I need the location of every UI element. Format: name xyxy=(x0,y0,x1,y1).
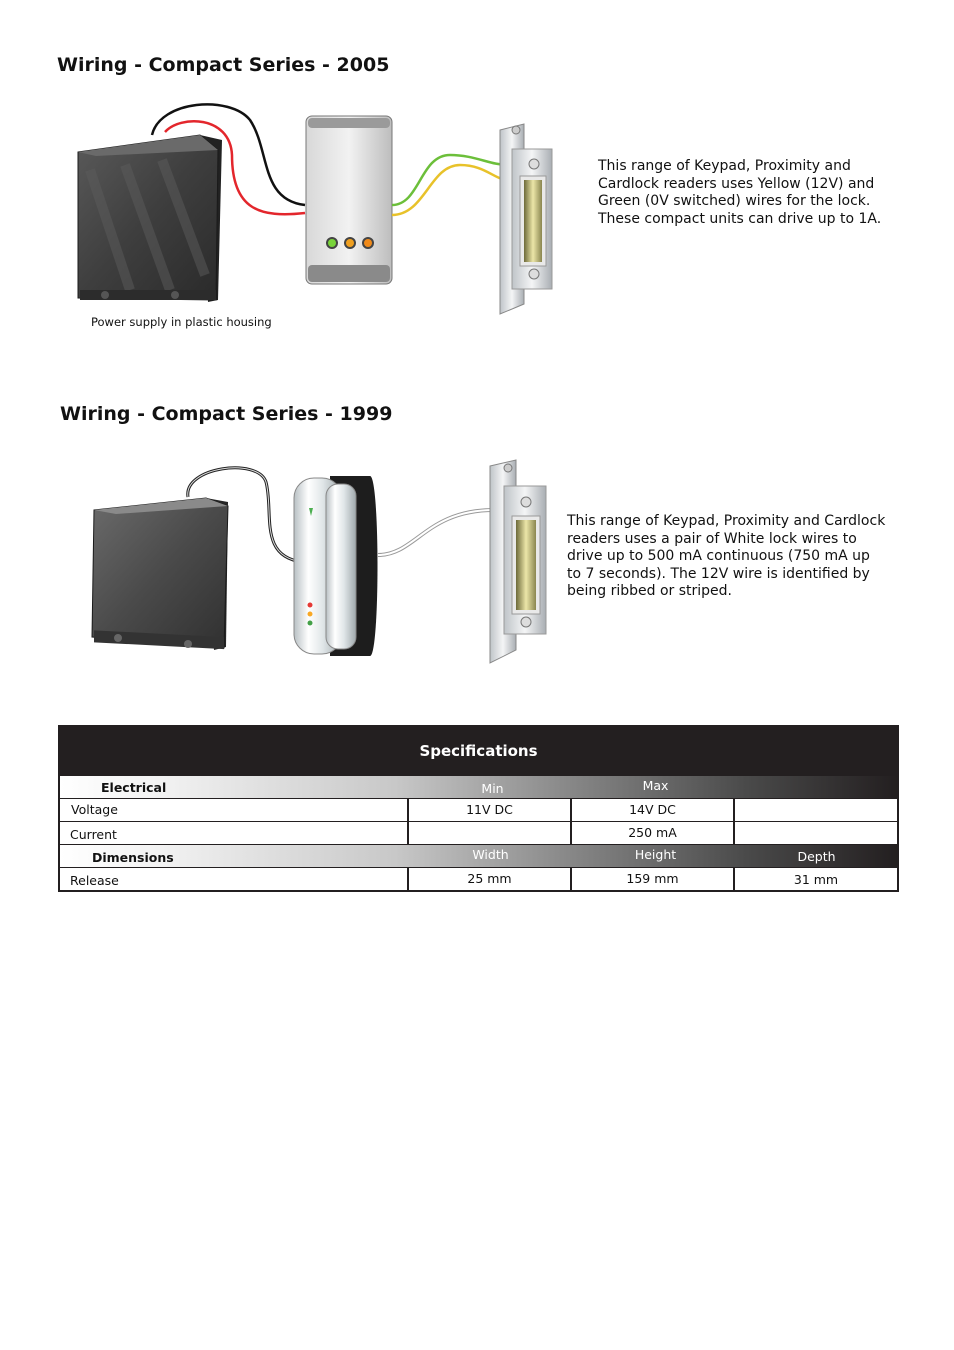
power-supply-2005-illustration xyxy=(70,100,310,310)
specifications-table xyxy=(58,725,899,892)
reader-1999-illustration xyxy=(292,474,382,658)
release-height: 159 mm xyxy=(572,868,735,890)
row-label-release: Release xyxy=(60,868,409,890)
voltage-min: 11V DC xyxy=(409,799,572,821)
section-1-title: Wiring - Compact Series - 2005 xyxy=(57,54,390,76)
depth-column-header: Depth xyxy=(797,849,836,864)
section-2-title: Wiring - Compact Series - 1999 xyxy=(60,403,393,425)
power-supply-caption: Power supply in plastic housing xyxy=(91,315,272,329)
specifications-title: Specifications xyxy=(58,725,899,776)
lock-wires-2005 xyxy=(390,150,510,230)
max-column-header: Max xyxy=(642,778,669,793)
current-max: 250 mA xyxy=(572,822,735,844)
current-min xyxy=(409,822,572,844)
power-supply-1999-illustration xyxy=(88,462,308,657)
section-2-description: This range of Keypad, Proximity and Cardlock readers uses a pair of White lock wires to drive up to 500 mA continuous (750 mA up to 7 seconds). The 12V wire is identified by being ribbed or striped. xyxy=(567,513,886,599)
width-column-header: Width xyxy=(472,847,509,862)
row-label-current: Current xyxy=(60,822,409,844)
lock-release-1999-illustration xyxy=(488,460,550,665)
table-row xyxy=(58,867,899,892)
table-row xyxy=(58,821,899,844)
electrical-header xyxy=(58,776,899,798)
reader-2005-illustration xyxy=(305,115,395,287)
section-1-description: This range of Keypad, Proximity and Cardlock readers uses Yellow (12V) and Green (0V switched) wires for the lock. These compact units can drive up to 1A. xyxy=(598,158,882,227)
min-column-header: Min xyxy=(481,781,504,796)
dimensions-label: Dimensions xyxy=(92,850,174,865)
voltage-max: 14V DC xyxy=(572,799,735,821)
row-label-voltage: Voltage xyxy=(60,799,409,821)
lock-release-2005-illustration xyxy=(498,124,558,316)
release-depth: 31 mm xyxy=(793,872,839,887)
table-row xyxy=(58,798,899,821)
electrical-label: Electrical xyxy=(101,780,167,795)
height-column-header: Height xyxy=(634,847,677,862)
release-width: 25 mm xyxy=(409,868,572,890)
dimensions-header xyxy=(58,844,899,867)
lock-wires-1999 xyxy=(376,505,496,560)
voltage-extra xyxy=(735,799,897,821)
current-extra xyxy=(735,822,897,844)
